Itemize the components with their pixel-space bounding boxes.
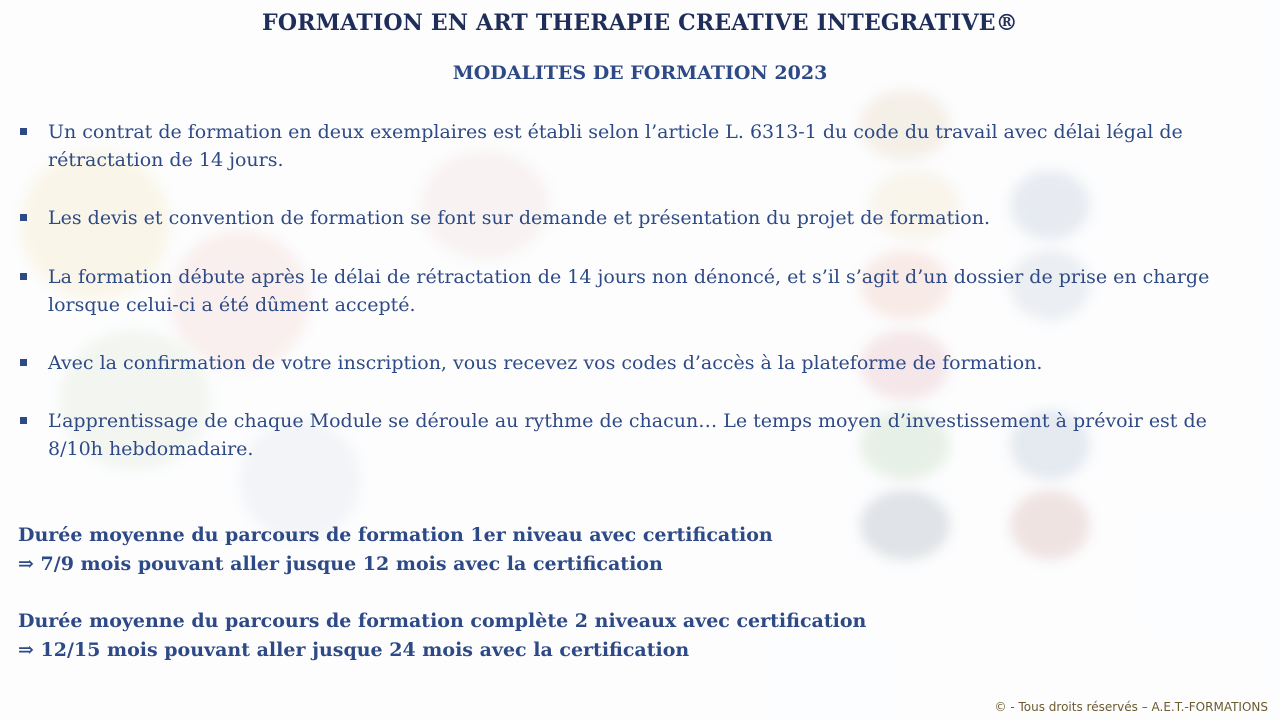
bullet-icon	[20, 214, 27, 221]
duration-detail: ⇒ 12/15 mois pouvant aller jusque 24 mois avec la certification	[18, 639, 690, 661]
duration-heading: Durée moyenne du parcours de formation 1er niveau avec certification	[18, 524, 773, 546]
duration-detail: ⇒ 7/9 mois pouvant aller jusque 12 mois avec la certification	[18, 553, 663, 575]
duration-level-1	[18, 521, 1258, 579]
list-item-text: Avec la confirmation de votre inscription, vous recevez vos codes d’accès à la plateforme de formation.	[48, 352, 1043, 374]
duration-heading: Durée moyenne du parcours de formation complète 2 niveaux avec certification	[18, 610, 867, 632]
list-item-text: La formation débute après le délai de rétractation de 14 jours non dénoncé, et s’il s’agit d’un dossier de prise en charge lorsque celui-ci a été dûment accepté.	[48, 266, 1210, 316]
bullet-icon	[20, 128, 27, 135]
copyright-notice: © - Tous droits réservés – A.E.T.-FORMATIONS	[994, 700, 1268, 714]
bullet-icon	[20, 273, 27, 280]
page-subtitle: MODALITES DE FORMATION 2023	[452, 62, 828, 84]
bullet-icon	[20, 359, 27, 366]
list-item-text: Un contrat de formation en deux exemplaires est établi selon l’article L. 6313-1 du code du travail avec délai légal de rétractation de 14 jours.	[48, 121, 1183, 171]
list-item-text: L’apprentissage de chaque Module se déroule au rythme de chacun… Le temps moyen d’investissement à prévoir est de 8/10h hebdomadaire.	[48, 410, 1207, 460]
page-title: FORMATION EN ART THERAPIE CREATIVE INTEGRATIVE®	[262, 10, 1018, 36]
bullet-icon	[20, 417, 27, 424]
list-item-text: Les devis et convention de formation se font sur demande et présentation du projet de formation.	[48, 207, 991, 229]
duration-full	[18, 607, 1258, 665]
